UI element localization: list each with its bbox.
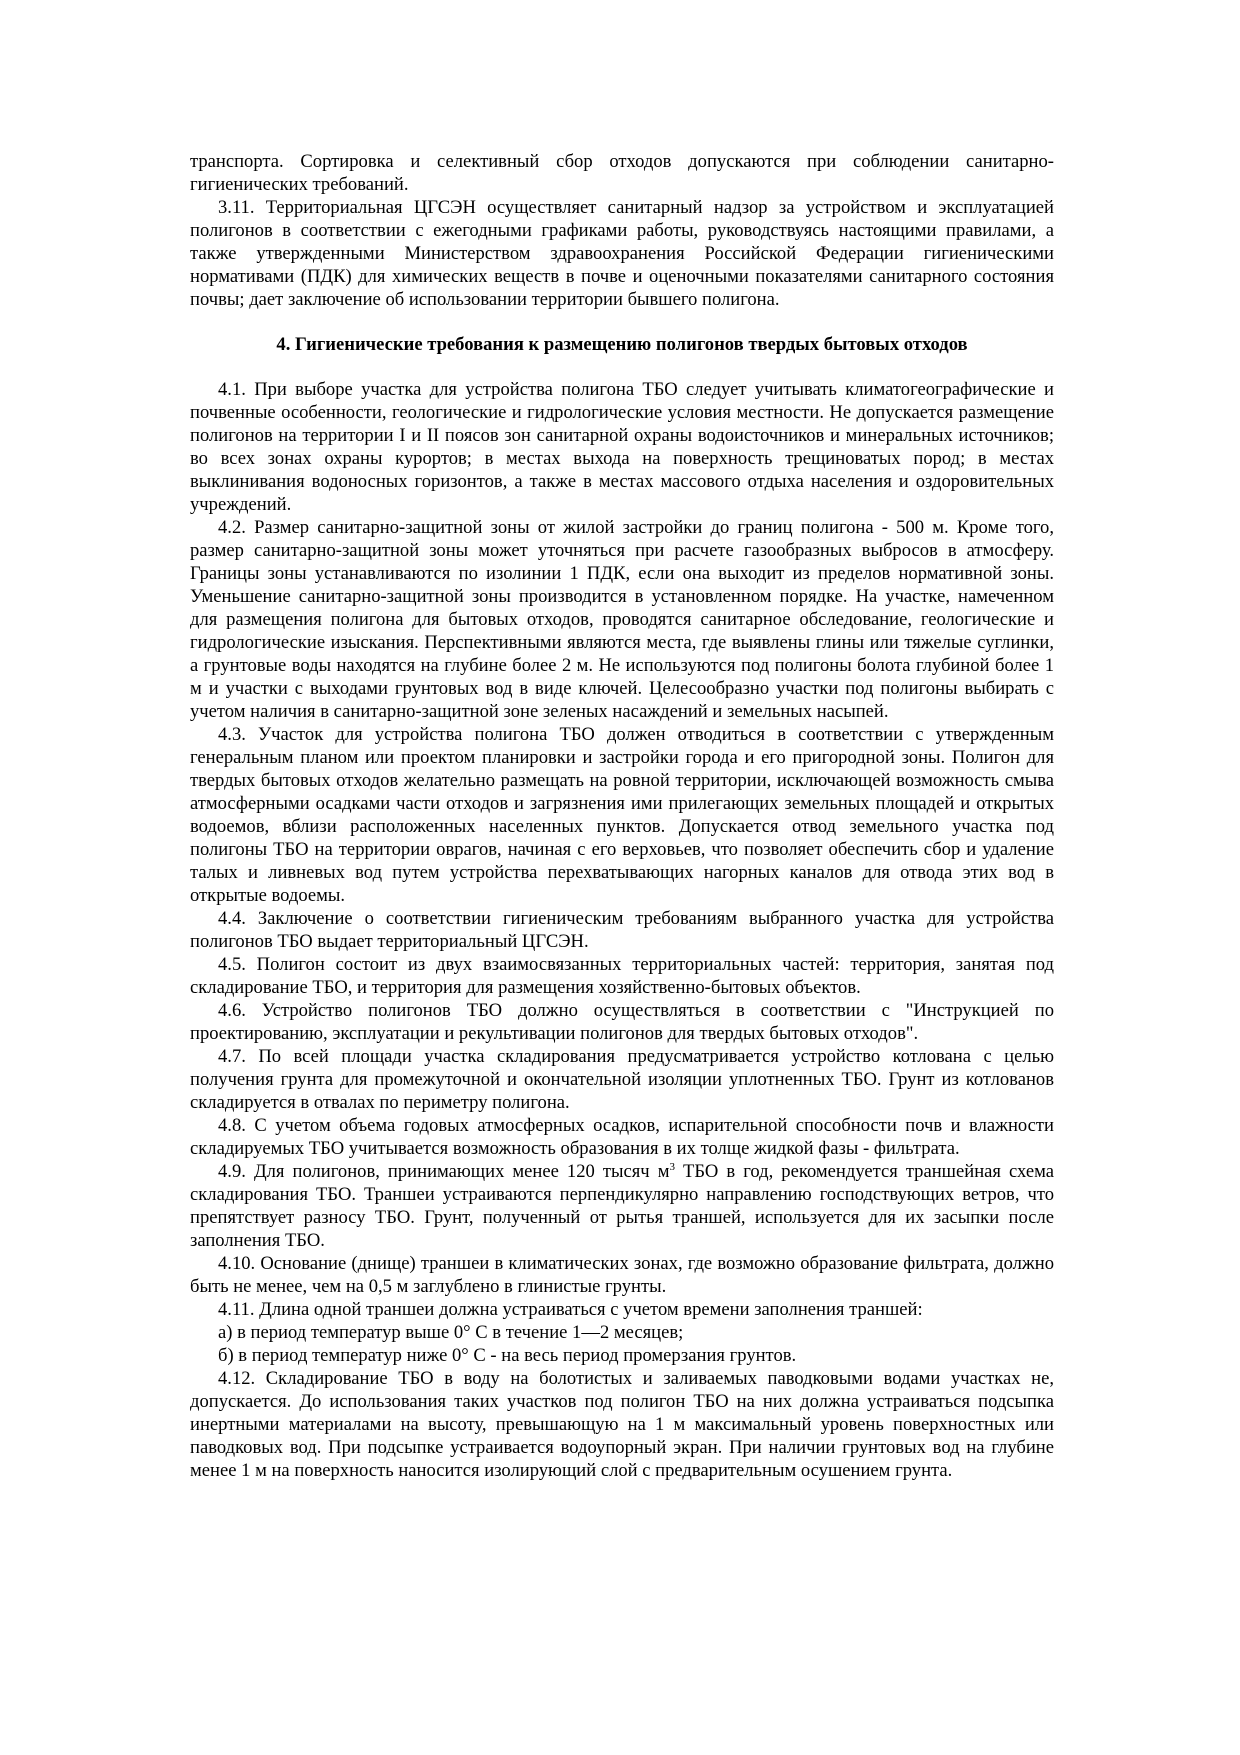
- paragraph-4-3: 4.3. Участок для устройства полигона ТБО должен отводиться в соответствии с утвержденным генеральным планом или проектом планировки и застройки города и его пригородной зоны. Полигон для твердых бытовых отходов желательно размещать на ровной территории, исключающей возможность смыва атмосферными осадками части отходов и загрязнения ими прилегающих земельных площадей и открытых водоемов, вблизи расположенных населенных пунктов. Допускается отвод земельного участка под полигоны ТБО на территории оврагов, начиная с его верховьев, что позволяет обеспечить сбор и удаление талых и ливневых вод путем устройства перехватывающих нагорных каналов для отвода этих вод в открытые водоемы.: [190, 724, 1054, 906]
- paragraph-4-10: 4.10. Основание (днище) траншеи в климатических зонах, где возможно образование фильтрата, должно быть не менее, чем на 0,5 м заглублено в глинистые грунты.: [190, 1253, 1054, 1297]
- superscript-cubic: 3: [669, 1160, 675, 1173]
- list-item-4-11-b: б) в период температур ниже 0° С - на весь период промерзания грунтов.: [218, 1345, 797, 1366]
- paragraph-4-6: 4.6. Устройство полигонов ТБО должно осуществляться в соответствии с "Инструкцией по проектированию, эксплуатации и рекультивации полигонов для твердых бытовых отходов".: [190, 1000, 1054, 1044]
- document-page: [190, 150, 1054, 1482]
- paragraph-4-8: 4.8. С учетом объема годовых атмосферных осадков, испарительной способности почв и влажности складируемых ТБО учитывается возможность образования в их толще жидкой фазы - фильтрата.: [190, 1115, 1054, 1159]
- paragraph-4-1: 4.1. При выборе участка для устройства полигона ТБО следует учитывать климатогеографические и почвенные особенности, геологические и гидрологические условия местности. Не допускается размещение полигонов на территории I и II поясов зон санитарной охраны водоисточников и минеральных источников; во всех зонах охраны курортов; в местах выхода на поверхность трещиноватых пород; в местах выклинивания водоносных горизонтов, а также в местах массового отдыха населения и оздоровительных учреждений.: [190, 379, 1054, 515]
- list-item-4-11-a: а) в период температур выше 0° С в течение 1—2 месяцев;: [218, 1322, 684, 1343]
- paragraph-4-7: 4.7. По всей площади участка складирования предусматривается устройство котлована с целью получения грунта для промежуточной и окончательной изоляции уплотненных ТБО. Грунт из котлованов складируется в отвалах по периметру полигона.: [190, 1046, 1054, 1113]
- paragraph-4-9: [190, 1160, 1054, 1252]
- paragraph-4-12: 4.12. Складирование ТБО в воду на болотистых и заливаемых паводковыми водами участках не, допускается. До использования таких участков под полигон ТБО на них должна устраиваться подсыпка инертными материалами на высоту, превышающую на 1 м максимальный уровень поверхностных или паводковых вод. При подсыпке устраивается водоупорный экран. При наличии грунтовых вод на глубине менее 1 м на поверхность наносится изолирующий слой с предварительным осушением грунта.: [190, 1368, 1054, 1481]
- paragraph-intro: транспорта. Сортировка и селективный сбор отходов допускаются при соблюдении санитарно-гигиенических требований.: [190, 151, 1054, 195]
- paragraph-4-9-text-b: ТБО в год, рекомендуется траншейная схема складирования ТБО. Траншеи устраиваются перпендикулярно направлению господствующих ветров, что препятствует разносу ТБО. Грунт, полученный от рытья траншей, используется для их засыпки после заполнения ТБО.: [190, 1161, 1054, 1251]
- paragraph-4-4: 4.4. Заключение о соответствии гигиеническим требованиям выбранного участка для устройства полигонов ТБО выдает территориальный ЦГСЭН.: [190, 908, 1054, 952]
- section-4-title: 4. Гигиенические требования к размещению полигонов твердых бытовых отходов: [276, 334, 968, 355]
- paragraph-4-5: 4.5. Полигон состоит из двух взаимосвязанных территориальных частей: территория, занятая под складирование ТБО, и территория для размещения хозяйственно-бытовых объектов.: [190, 954, 1054, 998]
- paragraph-4-2: 4.2. Размер санитарно-защитной зоны от жилой застройки до границ полигона - 500 м. Кроме того, размер санитарно-защитной зоны может уточняться при расчете газообразных выбросов в атмосферу. Границы зоны устанавливаются по изолинии 1 ПДК, если она выходит из пределов нормативной зоны. Уменьшение санитарно-защитной зоны производится в установленном порядке. На участке, намеченном для размещения полигона для бытовых отходов, проводятся санитарное обследование, геологические и гидрологические изыскания. Перспективными являются места, где выявлены глины или тяжелые суглинки, а грунтовые воды находятся на глубине более 2 м. Не используются под полигоны болота глубиной более 1 м и участки с выходами грунтовых вод в виде ключей. Целесообразно участки под полигоны выбирать с учетом наличия в санитарно-защитной зоне зеленых насаждений и земельных насыпей.: [190, 517, 1054, 722]
- paragraph-4-9-text-a: 4.9. Для полигонов, принимающих менее 120 тысяч м: [218, 1161, 670, 1182]
- paragraph-3-11: 3.11. Территориальная ЦГСЭН осуществляет санитарный надзор за устройством и эксплуатацией полигонов в соответствии с ежегодными графиками работы, руководствуясь настоящими правилами, а также утвержденными Министерством здравоохранения Российской Федерации гигиеническими нормативами (ПДК) для химических веществ в почве и оценочными показателями санитарного состояния почвы; дает заключение об использовании территории бывшего полигона.: [190, 197, 1054, 310]
- paragraph-4-11: 4.11. Длина одной траншеи должна устраиваться с учетом времени заполнения траншей:: [218, 1299, 923, 1320]
